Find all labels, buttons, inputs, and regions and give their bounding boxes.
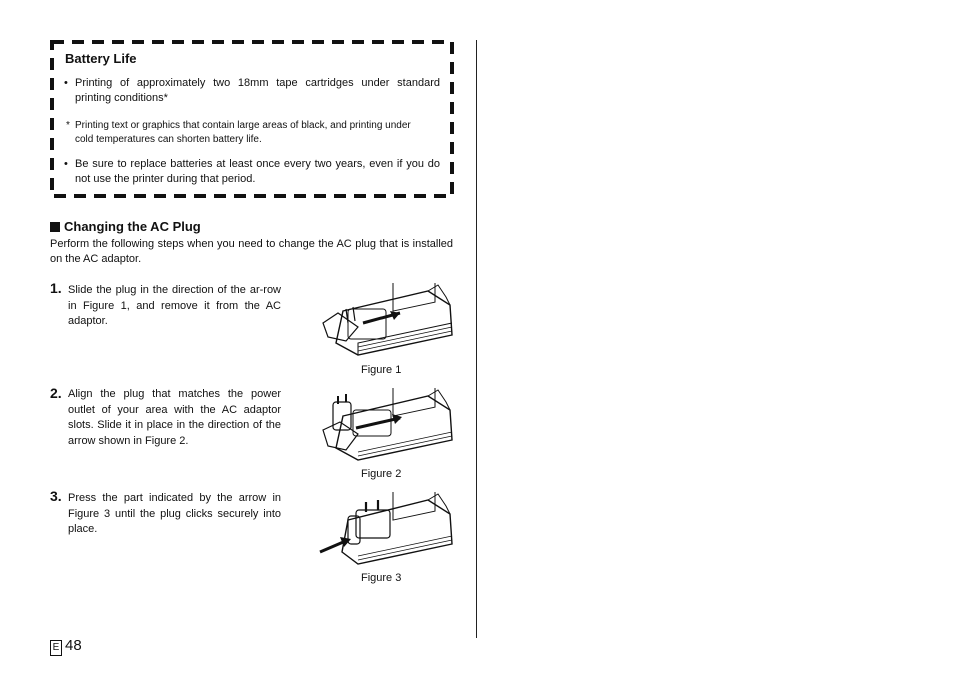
step-2-number: 2. [50, 385, 62, 401]
arrow-icon [392, 414, 402, 424]
language-indicator: E [50, 640, 62, 656]
figure-2-ac-adaptor-illustration [318, 388, 458, 466]
figure-3-ac-adaptor-illustration [318, 492, 458, 570]
section-heading-text: Changing the AC Plug [64, 219, 201, 234]
bullet-icon: • [64, 158, 68, 170]
figure-2-caption: Figure 2 [361, 468, 402, 480]
step-3-text: Press the part indicated by the arrow in Figure 3 until the plug clicks securely into place. [68, 492, 281, 535]
column-divider [476, 40, 477, 638]
battery-note-text: Printing text or graphics that contain large areas of black, and printing under cold temperatures can shorten battery life. [75, 120, 411, 145]
figure-1-caption: Figure 1 [361, 364, 402, 376]
asterisk-mark: * [66, 120, 70, 131]
battery-bullet-2-text: Be sure to replace batteries at least once every two years, even if you do not use the printer during that period. [75, 158, 440, 185]
page-number: 48 [65, 637, 82, 654]
step-3-number: 3. [50, 488, 62, 504]
bullet-icon: • [64, 77, 68, 89]
step-1-number: 1. [50, 280, 62, 296]
battery-bullet-1 [64, 76, 440, 106]
step-2-text: Align the plug that matches the power outlet of your area with the AC adaptor slots. Slide it in place in the direction of the arrow shown in Figure 2. [68, 388, 281, 447]
battery-bullet-2 [64, 157, 440, 187]
battery-note [66, 119, 430, 146]
battery-life-title: Battery Life [65, 51, 137, 66]
figure-1-ac-adaptor-illustration [318, 283, 458, 363]
battery-bullet-1-text: Printing of approximately two 18mm tape cartridges under standard printing conditions* [75, 77, 440, 104]
square-heading-icon [50, 222, 60, 232]
step-1-text: Slide the plug in the direction of the ar-row in Figure 1, and remove it from the AC adaptor. [68, 284, 281, 327]
figure-3-caption: Figure 3 [361, 572, 402, 584]
section-intro: Perform the following steps when you need to change the AC plug that is installed on the AC adaptor. [50, 238, 453, 265]
section-heading [50, 219, 201, 234]
